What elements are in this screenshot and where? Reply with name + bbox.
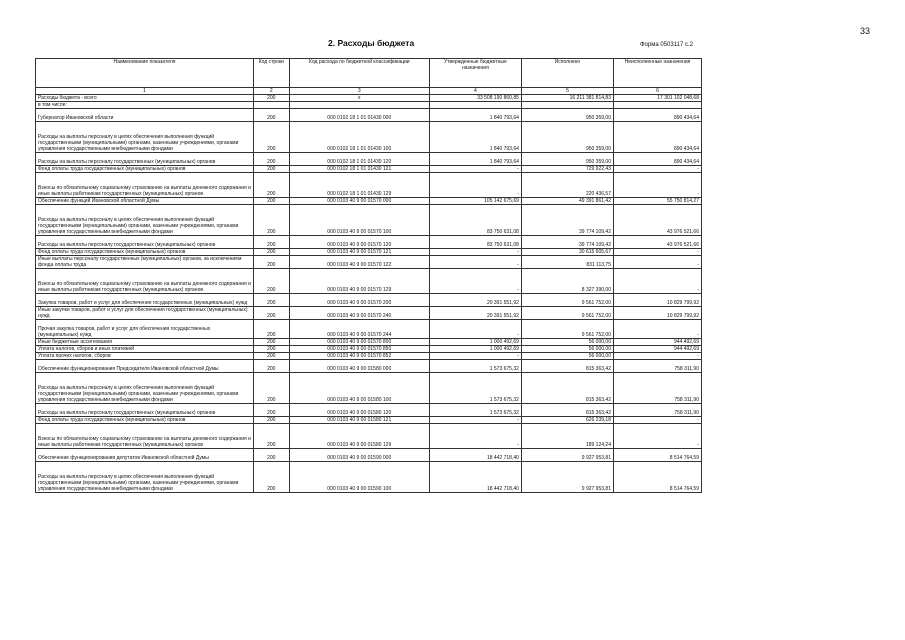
row-executed-amount: 189 124,24 [521,424,613,449]
row-unexecuted-amount: 43 976 521,66 [613,236,701,249]
row-name: Обеспечение функционирования депутатов Ивановской областной Думы [36,449,254,462]
row-name: Иные бюджетные ассигнования [36,339,254,346]
row-executed-amount: 9 561 752,00 [521,307,613,320]
header-line-code: Код строки [253,59,289,88]
row-line-code: 200 [253,404,289,417]
table-row [36,102,702,109]
row-line-code: 200 [253,339,289,346]
row-approved-amount: - [429,320,521,339]
table-row [36,166,702,173]
row-name: Иные выплаты персоналу государственных (муниципальных) органов, за исключением фонда оплаты труда [36,256,254,269]
row-executed-amount: 729 922,43 [521,166,613,173]
column-number: 4 [429,88,521,95]
table-row [36,339,702,346]
row-classification-code: 000 0103 40 9 00 01570 800 [289,339,429,346]
row-executed-amount: 950 359,00 [521,109,613,122]
row-executed-amount: 815 363,42 [521,360,613,373]
row-classification-code: 000 0103 40 9 00 01580 100 [289,373,429,404]
row-line-code: 200 [253,95,289,102]
row-name: Фонд оплаты труда государственных (муниципальных) органов [36,166,254,173]
row-classification-code: 000 0103 40 9 00 01570 100 [289,205,429,236]
table-row [36,353,702,360]
row-name: Взносы по обязательному социальному страхованию на выплаты денежного содержания и иные выплаты работникам государственных (муниципальных) органов [36,424,254,449]
row-classification-code: 000 0103 40 9 00 01570 122 [289,256,429,269]
row-line-code: 200 [253,236,289,249]
row-name: Расходы на выплаты персоналу в целях обеспечения выполнения функций государственными (муниципальными) органами, казенными учреждениями, органами управления государственными внебюджетными фондами [36,373,254,404]
row-classification-code: 000 0103 40 9 00 01570 240 [289,307,429,320]
row-classification-code: 000 0103 40 9 00 01570 244 [289,320,429,339]
header-name: Наименование показателя [36,59,254,88]
row-name: Прочая закупка товаров, работ и услуг для обеспечения государственных (муниципальных) нужд [36,320,254,339]
table-row [36,404,702,417]
row-executed-amount: 30 615 605,67 [521,249,613,256]
row-executed-amount: 831 113,75 [521,256,613,269]
row-name: Взносы по обязательному социальному страхованию на выплаты денежного содержания и иные выплаты работникам государственных (муниципальных) органов [36,269,254,294]
row-unexecuted-amount: - [613,166,701,173]
row-name: Взносы по обязательному социальному страхованию на выплаты денежного содержания и иные выплаты работникам государственных (муниципальных) органов [36,173,254,198]
row-unexecuted-amount: 8 514 764,59 [613,462,701,493]
row-unexecuted-amount: 43 976 521,66 [613,205,701,236]
row-line-code: 200 [253,269,289,294]
row-classification-code: 000 0102 18 1 01 01430 100 [289,122,429,153]
row-approved-amount: 1 573 675,32 [429,373,521,404]
row-classification-code: 000 0103 40 9 00 01580 000 [289,360,429,373]
row-classification-code: x [289,95,429,102]
row-line-code: 200 [253,294,289,307]
row-line-code: 200 [253,173,289,198]
header-classification-code: Код расхода по бюджетной классификации [289,59,429,88]
row-line-code: 200 [253,320,289,339]
row-unexecuted-amount: - [613,320,701,339]
row-approved-amount: 83 750 631,08 [429,236,521,249]
row-unexecuted-amount: 890 434,64 [613,153,701,166]
row-line-code: 200 [253,424,289,449]
row-executed-amount: 9 561 752,00 [521,320,613,339]
row-executed-amount: 950 359,00 [521,153,613,166]
budget-expenses-table [35,58,702,493]
row-executed-amount: 815 363,42 [521,373,613,404]
row-approved-amount: 105 142 675,69 [429,198,521,205]
row-classification-code: 000 0103 40 9 00 01570 120 [289,236,429,249]
row-name: Губернатор Ивановской области [36,109,254,122]
row-name: Фонд оплаты труда государственных (муниципальных) органов [36,249,254,256]
row-unexecuted-amount: 8 514 764,59 [613,449,701,462]
row-unexecuted-amount: 944 492,69 [613,346,701,353]
row-name: в том числе: [36,102,254,109]
table-row [36,307,702,320]
row-name: Расходы бюджета - всего [36,95,254,102]
row-line-code: 200 [253,373,289,404]
table-row [36,294,702,307]
row-line-code [253,102,289,109]
row-approved-amount: - [429,256,521,269]
table-row [36,95,702,102]
row-line-code: 200 [253,417,289,424]
row-approved-amount: - [429,269,521,294]
row-unexecuted-amount: 944 492,69 [613,339,701,346]
table-row [36,373,702,404]
row-line-code: 200 [253,462,289,493]
page-number: 33 [860,26,871,36]
row-unexecuted-amount: - [613,424,701,449]
table-row [36,122,702,153]
row-classification-code [289,102,429,109]
row-executed-amount: 56 000,00 [521,346,613,353]
row-approved-amount: 1 000 492,69 [429,346,521,353]
row-approved-amount: 20 391 551,92 [429,294,521,307]
row-unexecuted-amount: 758 311,90 [613,360,701,373]
row-classification-code: 000 0103 40 9 00 01570 850 [289,346,429,353]
row-executed-amount: 9 561 752,00 [521,294,613,307]
row-classification-code: 000 0102 18 1 01 01430 000 [289,109,429,122]
row-approved-amount: 33 508 190 860,85 [429,95,521,102]
row-unexecuted-amount: 10 829 799,92 [613,294,701,307]
column-number: 6 [613,88,701,95]
row-executed-amount: 815 363,42 [521,404,613,417]
row-approved-amount: 1 840 793,64 [429,153,521,166]
row-classification-code: 000 0102 18 1 01 01430 129 [289,173,429,198]
row-name: Фонд оплаты труда государственных (муниципальных) органов [36,417,254,424]
row-line-code: 200 [253,307,289,320]
row-approved-amount: - [429,424,521,449]
row-approved-amount: 1 573 675,32 [429,404,521,417]
row-approved-amount: 18 442 718,40 [429,462,521,493]
row-name: Расходы на выплаты персоналу государственных (муниципальных) органов [36,153,254,166]
row-unexecuted-amount: - [613,249,701,256]
row-approved-amount: 83 750 631,08 [429,205,521,236]
table-row [36,424,702,449]
row-unexecuted-amount: - [613,173,701,198]
row-unexecuted-amount: - [613,269,701,294]
row-classification-code: 000 0103 40 9 00 01570 000 [289,198,429,205]
table-row [36,153,702,166]
row-unexecuted-amount: - [613,417,701,424]
row-executed-amount: 9 927 953,81 [521,462,613,493]
table-row [36,109,702,122]
row-approved-amount: 18 442 718,40 [429,449,521,462]
row-classification-code: 000 0103 40 9 00 01580 129 [289,424,429,449]
column-number: 3 [289,88,429,95]
row-classification-code: 000 0103 40 9 00 01570 852 [289,353,429,360]
row-approved-amount: - [429,353,521,360]
row-line-code: 200 [253,109,289,122]
row-executed-amount: 220 436,57 [521,173,613,198]
row-approved-amount: 1 573 675,32 [429,360,521,373]
form-code: Форма 0503117 с.2 [640,42,693,48]
row-approved-amount: 1 840 793,64 [429,109,521,122]
row-executed-amount: 8 327 390,00 [521,269,613,294]
row-approved-amount: 1 000 492,69 [429,339,521,346]
table-row [36,269,702,294]
row-classification-code: 000 0102 18 1 01 01430 121 [289,166,429,173]
column-number: 2 [253,88,289,95]
row-unexecuted-amount: 890 434,64 [613,109,701,122]
table-row [36,360,702,373]
table-row [36,417,702,424]
row-approved-amount [429,102,521,109]
row-line-code: 200 [253,360,289,373]
row-unexecuted-amount: - [613,256,701,269]
row-classification-code: 000 0103 40 9 00 01580 120 [289,404,429,417]
row-classification-code: 000 0103 40 9 00 01570 129 [289,269,429,294]
row-approved-amount: 20 391 551,92 [429,307,521,320]
header-approved: Утвержденные бюджетные назначения [429,59,521,88]
row-unexecuted-amount: 890 434,64 [613,122,701,153]
table-row [36,449,702,462]
row-line-code: 200 [253,256,289,269]
table-row [36,346,702,353]
row-name: Закупка товаров, работ и услуг для обеспечения государственных (муниципальных) нужд [36,294,254,307]
row-name: Иные закупки товаров, работ и услуг для обеспечения государственных (муниципальных) нужд [36,307,254,320]
row-classification-code: 000 0103 40 9 00 01580 121 [289,417,429,424]
row-line-code: 200 [253,153,289,166]
row-name: Уплата прочих налогов, сборов [36,353,254,360]
row-approved-amount: - [429,173,521,198]
row-executed-amount: 39 774 109,42 [521,205,613,236]
row-name: Расходы на выплаты персоналу в целях обеспечения выполнения функций государственными (муниципальными) органами, казенными учреждениями, органами управления государственными внебюджетными фондами [36,462,254,493]
row-name: Расходы на выплаты персоналу государственных (муниципальных) органов [36,236,254,249]
row-line-code: 200 [253,353,289,360]
row-unexecuted-amount: 17 301 102 048,68 [613,95,701,102]
row-name: Обеспечение функций Ивановской областной Думы [36,198,254,205]
row-name: Расходы на выплаты персоналу в целях обеспечения выполнения функций государственными (муниципальными) органами, казенными учреждениями, органами управления государственными внебюджетными фондами [36,122,254,153]
row-approved-amount: - [429,249,521,256]
row-approved-amount: - [429,417,521,424]
row-executed-amount: 626 239,18 [521,417,613,424]
row-line-code: 200 [253,449,289,462]
table-row [36,320,702,339]
row-line-code: 200 [253,205,289,236]
row-classification-code: 000 0103 40 9 00 01570 200 [289,294,429,307]
row-unexecuted-amount: - [613,353,701,360]
table-row [36,249,702,256]
row-executed-amount: 39 774 109,42 [521,236,613,249]
row-unexecuted-amount: 758 311,90 [613,373,701,404]
row-executed-amount: 49 391 861,42 [521,198,613,205]
row-line-code: 200 [253,166,289,173]
row-unexecuted-amount: 55 750 814,27 [613,198,701,205]
page-title: 2. Расходы бюджета [328,38,415,48]
row-classification-code: 000 0102 18 1 01 01430 120 [289,153,429,166]
column-number-row [36,88,702,95]
table-row [36,256,702,269]
header-executed: Исполнено [521,59,613,88]
row-classification-code: 000 0103 40 9 00 01590 000 [289,449,429,462]
table-row [36,236,702,249]
table-row [36,462,702,493]
row-executed-amount: 950 359,00 [521,122,613,153]
row-executed-amount: 16 211 381 814,83 [521,95,613,102]
row-name: Обеспечение функционирования Председателя Ивановской областной Думы [36,360,254,373]
row-name: Уплата налогов, сборов и иных платежей [36,346,254,353]
row-executed-amount: 56 000,00 [521,353,613,360]
row-approved-amount: - [429,166,521,173]
column-number: 5 [521,88,613,95]
row-unexecuted-amount: 10 829 799,92 [613,307,701,320]
row-classification-code: 000 0103 40 9 00 01590 100 [289,462,429,493]
row-executed-amount [521,102,613,109]
header-unexecuted: Неисполненные назначения [613,59,701,88]
row-unexecuted-amount: 758 311,90 [613,404,701,417]
header-row [36,59,702,88]
row-name: Расходы на выплаты персоналу в целях обеспечения выполнения функций государственными (муниципальными) органами, казенными учреждениями, органами управления государственными внебюджетными фондами [36,205,254,236]
row-classification-code: 000 0103 40 9 00 01570 121 [289,249,429,256]
row-line-code: 200 [253,198,289,205]
row-line-code: 200 [253,346,289,353]
row-name: Расходы на выплаты персоналу государственных (муниципальных) органов [36,404,254,417]
column-number: 1 [36,88,254,95]
row-line-code: 200 [253,122,289,153]
row-executed-amount: 56 000,00 [521,339,613,346]
row-line-code: 200 [253,249,289,256]
row-executed-amount: 9 927 953,81 [521,449,613,462]
table-row [36,173,702,198]
row-unexecuted-amount [613,102,701,109]
row-approved-amount: 1 840 793,64 [429,122,521,153]
table-row [36,205,702,236]
table-row [36,198,702,205]
